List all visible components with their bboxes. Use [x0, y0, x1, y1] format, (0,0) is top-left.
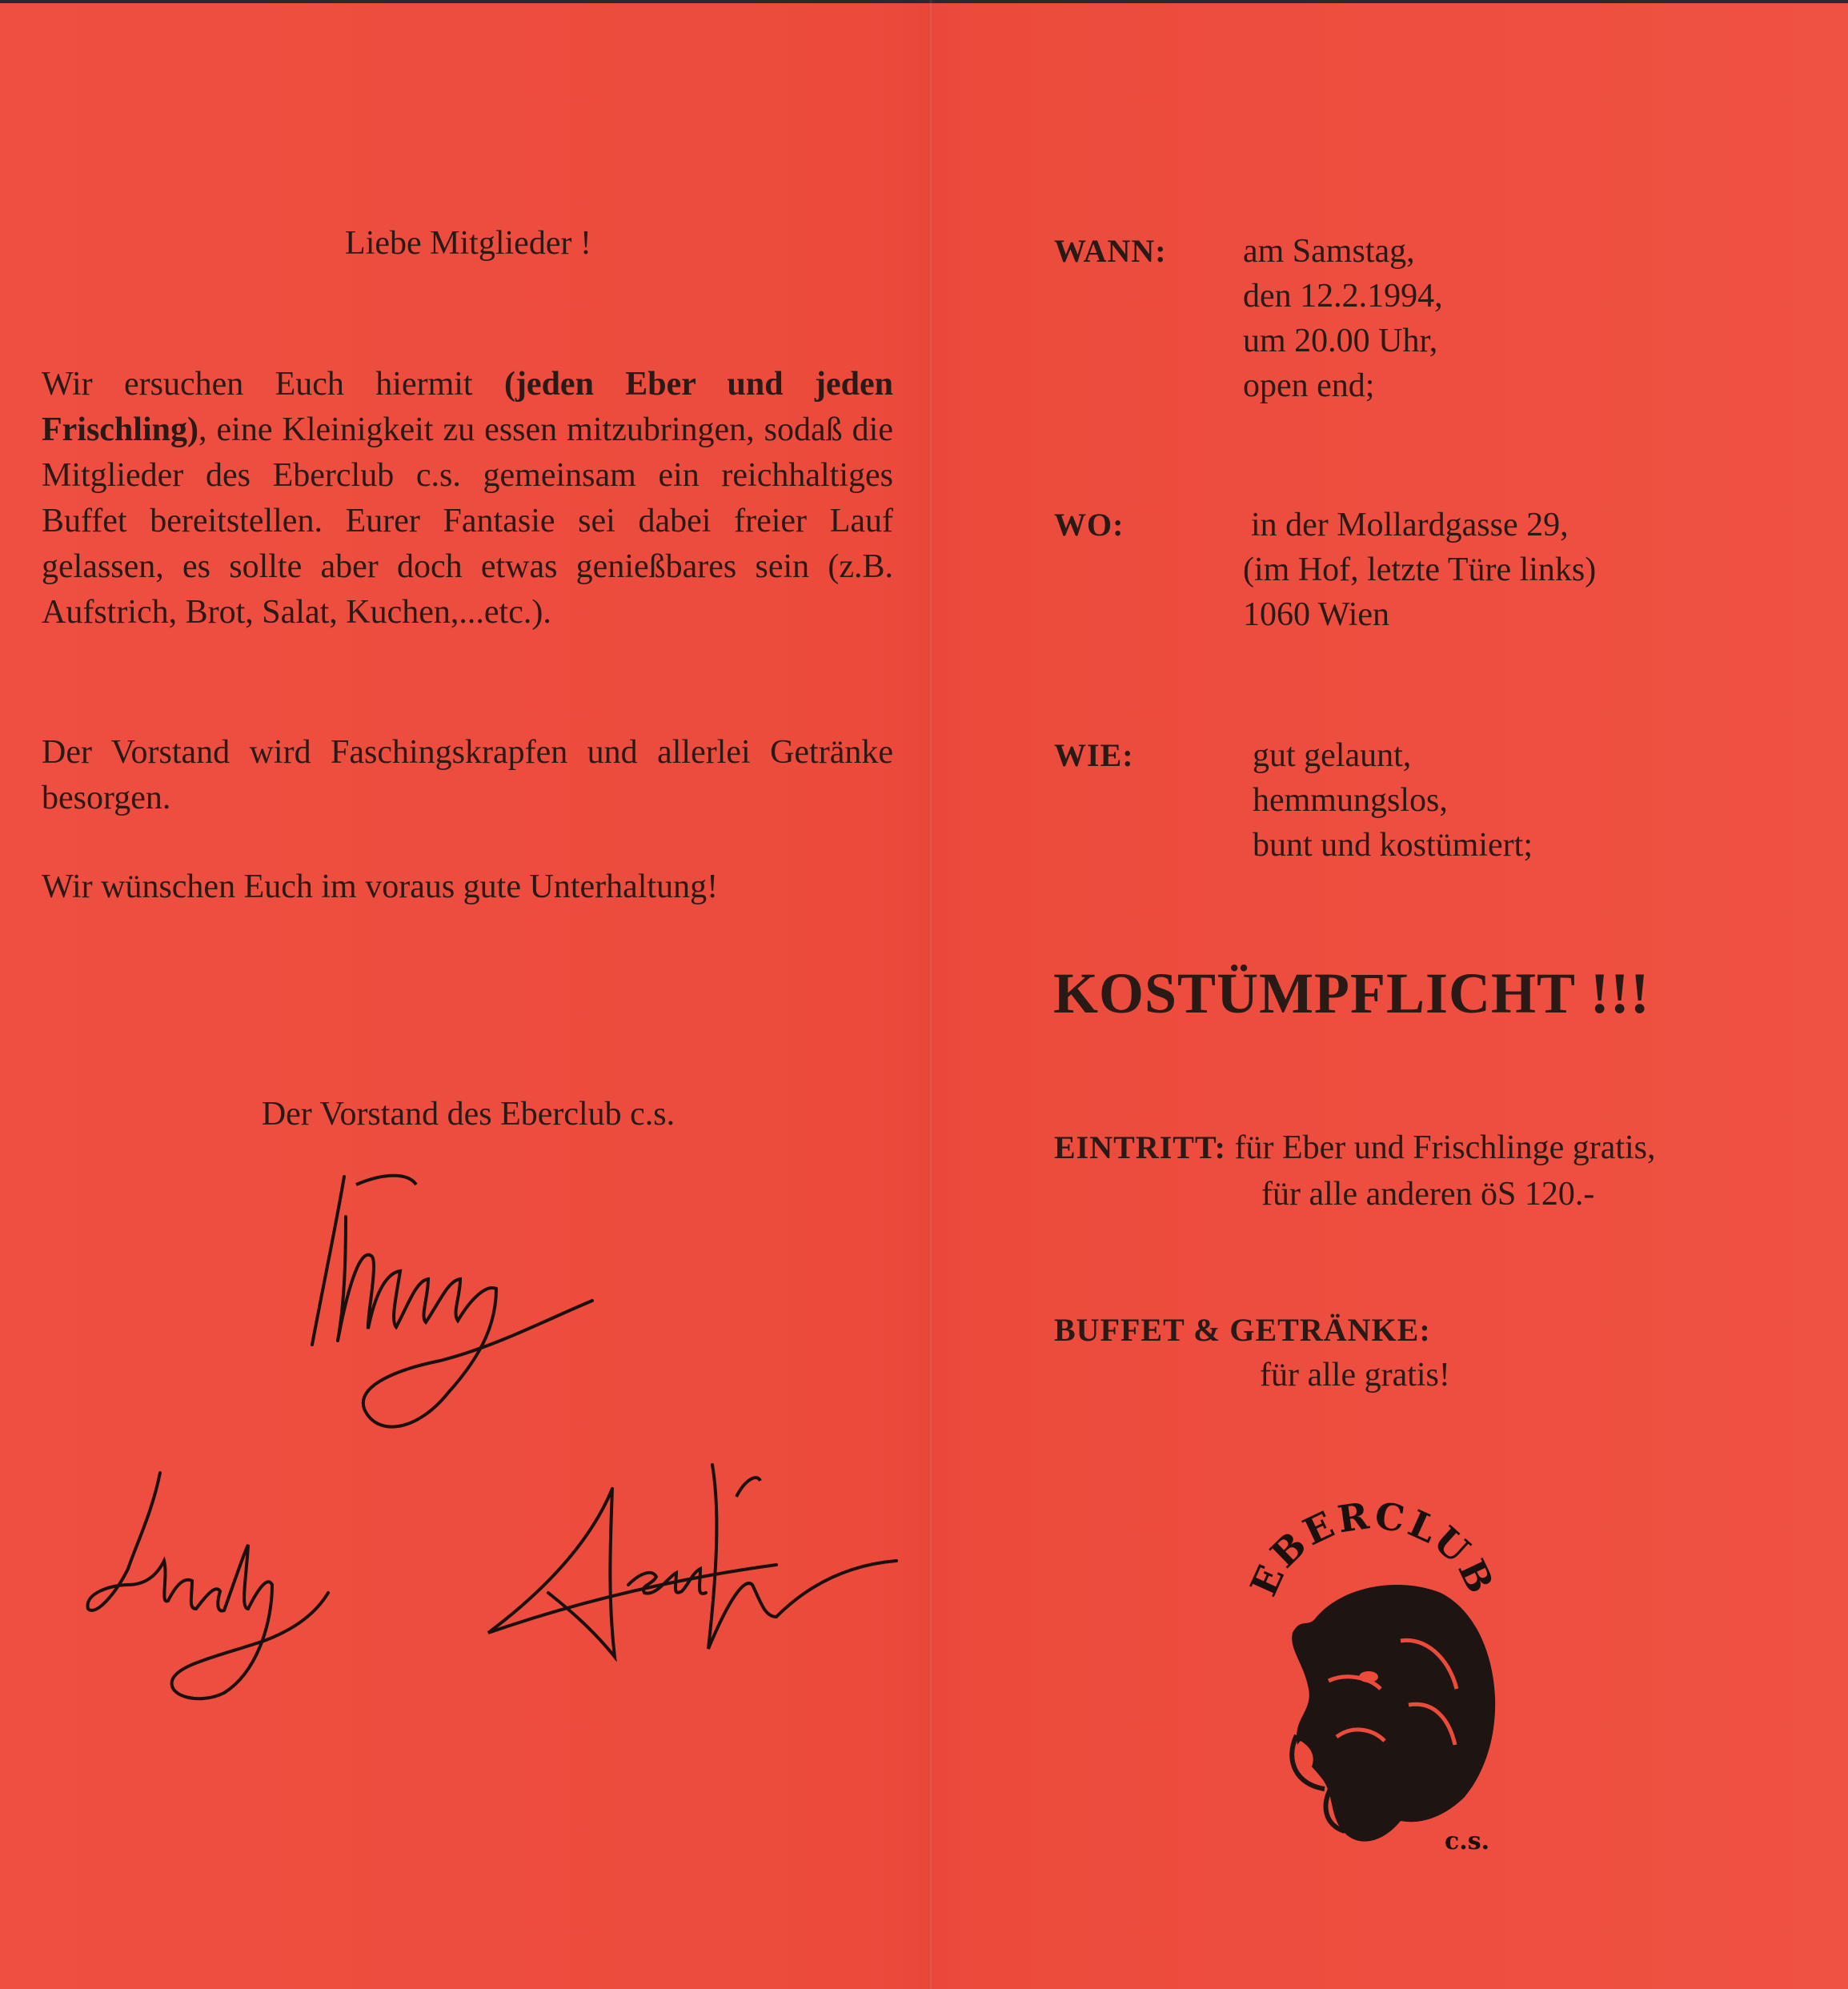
wo-line: (im Hof, letzte Türe links) — [1243, 551, 1597, 588]
eintritt-members: für Eber und Frischlinge gratis, — [1225, 1129, 1656, 1166]
request-text-start: Wir ersuchen Euch hiermit — [42, 366, 504, 403]
request-bold: (jeden Eber und jeden Frischling) — [42, 366, 893, 448]
wo-label: WO: — [1054, 507, 1124, 543]
buffet-free: für alle gratis! — [1260, 1357, 1450, 1394]
wo-values — [1243, 503, 1596, 637]
paragraph-board: Der Vorstand wird Faschingskrapfen und allerlei Getränke besorgen. — [42, 734, 893, 816]
top-edge — [0, 0, 1848, 3]
costume-headline: KOSTÜMPFLICHT !!! — [1053, 961, 1650, 1025]
greeting: Liebe Mitglieder ! — [345, 225, 591, 262]
wann-label: WANN: — [1054, 233, 1167, 269]
wo-line: in der Mollardgasse 29, — [1251, 507, 1569, 543]
paragraph-wishes: Wir wünschen Euch im voraus gute Unterhaltung! — [42, 868, 719, 905]
eintritt-label: EINTRITT: — [1054, 1129, 1226, 1165]
logo-cs: c.s. — [1445, 1827, 1490, 1855]
signature-third — [472, 1465, 904, 1677]
wann-line: den 12.2.1994, — [1243, 278, 1443, 315]
eintritt-line — [1054, 1129, 1656, 1167]
signature-andy — [80, 1465, 336, 1709]
wie-values — [1253, 733, 1533, 868]
buffet-label: BUFFET & GETRÄNKE: — [1054, 1312, 1431, 1348]
eberclub-logo — [1241, 1497, 1505, 1857]
wo-line: 1060 Wien — [1243, 596, 1390, 633]
wie-line: hemmungslos, — [1253, 782, 1448, 819]
eintritt-others: für alle anderen öS 120.- — [1261, 1176, 1595, 1213]
buffet-label-line — [1054, 1311, 1431, 1349]
signature-harry — [288, 1169, 656, 1445]
wann-line: um 20.00 Uhr, — [1243, 323, 1438, 359]
fold-line — [928, 0, 933, 1989]
paragraph-request — [42, 362, 893, 636]
wie-label: WIE: — [1054, 737, 1134, 773]
svg-text:EBERCLUB: EBERCLUB — [1241, 1497, 1504, 1602]
wann-line: am Samstag, — [1243, 233, 1415, 270]
wann-values — [1243, 229, 1443, 408]
closing-line: Der Vorstand des Eberclub c.s. — [261, 1096, 675, 1133]
request-text-end: , eine Kleinigkeit zu essen mitzubringen, sodaß die Mitglieder des Eberclub c.s. gemeinsam ein reichhaltiges Buffet bereitstellen. Eurer Fantasie sei dabei freier Lauf gelassen, es sollte aber doch etwas genießbares sein (z.B. Aufstrich, Brot, Salat, Kuchen,...etc.). — [42, 411, 893, 631]
wann-line: open end; — [1243, 367, 1375, 404]
wie-line: gut gelaunt, — [1253, 737, 1412, 774]
wie-line: bunt und kostümiert; — [1253, 827, 1533, 864]
